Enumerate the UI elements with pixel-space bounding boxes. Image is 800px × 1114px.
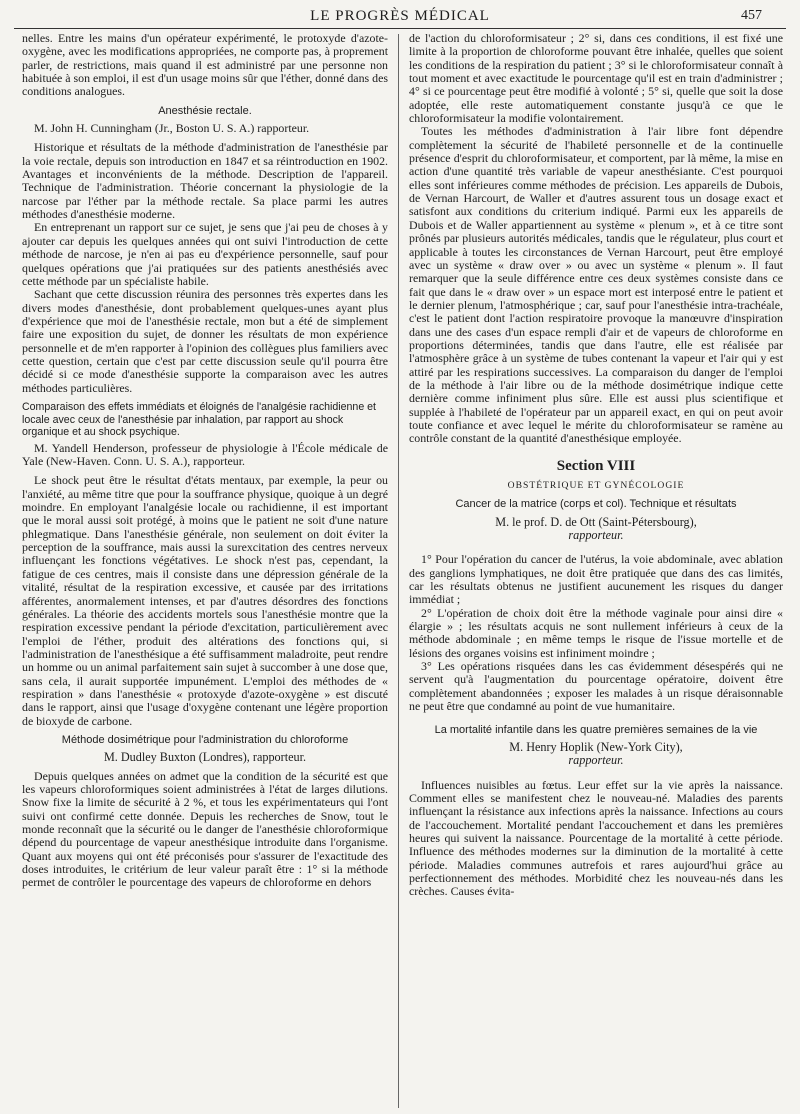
paragraph: Historique et résultats de la méthode d'administration de l'anesthésie par la voie rectale, depuis son introduction en 1847 et sa réintroduction en 1902. Avantages et inconvénients de la méthode. Description de l'appareil. Technique de l'administration. Théorie concernant la physiologie de la narcose par l'éther par la méthode rectale. Sa place parmi les autres méthodes d'anesthésie moderne. bbox=[22, 140, 388, 222]
paragraph: Depuis quelques années on admet que la condition de la sécurité est que les vapeurs chloroformiques soient administrées à l'état de larges dilutions. Snow fixe la limite de sécurité à 2 %, et tous les expérimentateurs qui l'ont suivi ont confirmé cette donnée. Depuis les recherches de Snow, tout le monde reconnaît que la sécurité ou le danger de l'anesthésie chloroformique dépend du pourcentage de vapeur anesthésique introduite dans l'organisme. Quant aux moyens qui ont été préconisés pour s'assurer de l'exactitude des doses introduites, le critérium de leur valeur paraît être : 1° si la méthode permet de contrôler le pourcentage des vapeurs de chloroforme en dehors bbox=[22, 768, 388, 890]
subsection-heading: Cancer de la matrice (corps et col). Technique et résultats bbox=[455, 498, 737, 511]
subsection-heading: Comparaison des effets immédiats et éloignés de l'analgésie rachidienne et locale avec ceux de l'anesthésie par inhalation, par rapport au shock organique et au shock psychique. bbox=[22, 400, 376, 439]
paragraph: En entreprenant un rapport sur ce sujet, je sens que j'ai peu de choses à y ajouter car depuis les quelques années qui ont suivi l'introduction de cette méthode de narcose, je n'en ai pas eu d'expérience personnelle, sauf pour quelques opérations que j'ai pratiquées sur des patients anesthésiés avec cette méthode par un spécialiste habile. bbox=[22, 220, 388, 288]
rapporteur-line: M. Yandell Henderson, professeur de physiologie à l'École médicale de Yale (New-Haven. Conn. U. S. A.), rapporteur. bbox=[22, 440, 388, 469]
subsection-heading: Méthode dosimétrique pour l'administration du chloroforme bbox=[61, 733, 349, 746]
column-divider bbox=[398, 34, 399, 1108]
paragraph: nelles. Entre les mains d'un opérateur expérimenté, le protoxyde d'azote-oxygène, avec les modifications appropriées, ne comporte pas, à proprement parler, de restrictions, mais quand il est administré par une personne non habituée à son emploi, il est d'un usage moins sûr que l'éther, donné dans des conditions analogues. bbox=[22, 32, 388, 99]
paragraph: 3° Les opérations risquées dans les cas évidemment désespérés qui ne servent qu'à l'augmentation du pourcentage opératoire, doivent être complètement abandonnées ; exposer les malades à un risque déraisonnable ne peut être que condamné au point de vue humanitaire. bbox=[409, 659, 783, 714]
left-column bbox=[22, 32, 388, 1108]
rapporteur-line: M. Dudley Buxton (Londres), rapporteur. bbox=[103, 750, 307, 765]
paragraph: Le shock peut être le résultat d'états mentaux, par exemple, la peur ou l'anxiété, au même titre que pour la souffrance physique, quoique à un degré moindre. En employant l'analgésie locale ou rachidienne, il est important que le moral aussi soit protégé, à moins que le patient ne soit d'une nature phlegmatique. Dans l'anesthésie générale, non seulement on doit éviter la perception de la souffrance, mais aussi la surexcitation des centres nerveux influençant les fonctions végétatives. Le shock n'est pas, cependant, la fatigue de ces centres, mais il consiste dans une dépression générale de la vitalité, résultat de la respiration excessive, et causée par des irritations afférentes, anormalement intenses, et par d'autres désordres des fonctions générales. La théorie des accidents mortels sous l'anesthésie montre que la respiration excessive pendant la période d'excitation, particulièrement avec l'emploi de l'éther, produit des altérations des fonctions qui, si l'administration de l'anesthésique a été suffisamment maladroite, peut rendre un homme ou un animal parfaitement sain sujet à succomber à une dose que, sans cela, il aurait supportée impunément. L'emploi des méthodes de « respiration » dans l'anesthésie « protoxyde d'azote-oxygène » est discuté dans le rapport, ainsi que l'usage d'oxygène contenant une légère proportion de bioxyde de carbone. bbox=[22, 473, 388, 728]
section-title: Section VIII bbox=[556, 457, 636, 474]
right-column bbox=[409, 32, 783, 1108]
paragraph: Sachant que cette discussion réunira des personnes très expertes dans les divers modes d'anesthésie, dont probablement quelques-unes ayant plus d'expérience que moi de l'anesthésie rectale, mon but a été de simplement faire une exposition du sujet, de donner les résultats de mon expérience personnelle et de m'en rapporter à l'opinion des collègues plus familiers avec cette question, certain que c'est par cette discussion seule qu'il pourra être décidé si ce mode d'anesthésie supporte la comparaison avec les autres méthodes particulières. bbox=[22, 287, 388, 395]
rapporteur-line: M. John H. Cunningham (Jr., Boston U. S. A.) rapporteur. bbox=[34, 121, 310, 136]
paragraph: Toutes les méthodes d'administration à l'air libre font dépendre complètement la sécurité de l'habileté personnelle et de la continuelle présence d'esprit du chloroformisateur, et comportent, par là même, la mise en action d'une quantité très variable de vapeur anesthésiante. C'est pourquoi elles sont inférieures comme méthodes de précision. Les appareils de Dubois, de Vernan Harcourt, de Waller et d'autres assurent tous un dosage exact et satisfont aux conditions du criterium indiqué. Parmi eux les appareils de Dubois et de Waller appartiennent au système « plenum », et à ce titre sont prônés par plusieurs autorités médicales, tandis que le régulateur, plus court et applicable à toutes les circonstances de Vernan Harcourt, peut être employé avec un système « draw over » ou avec un système « plenum ». Il faut remarquer que la seule différence entre ces deux systèmes consiste dans ce fait que dans le « draw over » un espace mort est interposé entre le patient et le dernier plenum, l'atmosphérique ; car, sauf pour l'anesthésie intra-trachéale, c'est le patient dont l'action respiratoire provoque la manœuvre d'inspiration dans une des cases d'un espace rempli d'air et de vapeurs de chloroforme en proportions déterminées, tandis que dans l'autre, elle est réalisée par l'atmosphère grâce à un système de tubes contenant la vapeur et l'air qui y est attiré par les respirations successives. La comparaison du danger de l'emploi de la méthode à l'air libre ou de la méthode dosimétrique indique cette dernière comme infiniment plus sûre. Elle est aussi plus scientifique et supplée à l'habileté de l'opérateur par un appareil exact, en qui on peut avoir toute confiance et avec lequel le mérite du chloroformisateur se ramène au contrôle constant de la quantité d'anesthésique employée. bbox=[409, 124, 783, 446]
paragraph: Influences nuisibles au fœtus. Leur effet sur la vie après la naissance. Comment elles se manifestent chez le nouveau-né. Maladies des parents influençant la résistance aux infections après la naissance. Infections au cours de l'accouchement. Mortalité pendant l'accouchement et dans les premières heures qui suivent la naissance. Pourcentage de la mortalité à cette période. Influence des méthodes modernes sur la diminution de la mortalité à cette période. Maladies communes autrefois et rares aujourd'hui grâce au perfectionnement des méthodes. Morbidité chez les nouveau-nés dans les crèches. Causes évita- bbox=[409, 777, 783, 899]
subsection-heading: La mortalité infantile dans les quatre premières semaines de la vie bbox=[434, 723, 758, 736]
rapporteur-role: rapporteur. bbox=[568, 753, 624, 768]
subsection-heading: Anesthésie rectale. bbox=[158, 104, 252, 117]
running-header bbox=[0, 6, 800, 28]
paragraph: 1° Pour l'opération du cancer de l'utérus, la voie abdominale, avec ablation des ganglions lymphatiques, ne doit être pratiquée que dans des cas limités, car les résultats obtenus ne justifient aucunement les risques du danger immédiat ; bbox=[409, 552, 783, 607]
rapporteur-line: M. le prof. D. de Ott (Saint-Pétersbourg), bbox=[495, 514, 697, 529]
page-number: 457 bbox=[741, 8, 762, 23]
section-subtitle: OBSTÉTRIQUE ET GYNÉCOLOGIE bbox=[507, 480, 685, 491]
header-rule bbox=[14, 28, 786, 29]
rapporteur-role: rapporteur. bbox=[568, 528, 624, 543]
journal-title: LE PROGRÈS MÉDICAL bbox=[310, 8, 490, 24]
rapporteur-line: M. Henry Hoplik (New-York City), bbox=[509, 739, 683, 754]
paragraph: de l'action du chloroformisateur ; 2° si, dans ces conditions, il est fixé une limite à la proportion de chloroforme pouvant être inhalée, quelles que soient les conditions de la respiration du patient ; 3° si le chloroformisateur connaît à tout moment et avec exactitude le pourcentage qu'il est en train d'administrer ; 4° si ce pourcentage peut être modifié à volonté ; 5° si, quelle que soit la dose adoptée, elle reste automatiquement constante jusqu'à ce que le chloroformisateur la modifie volontairement. bbox=[409, 32, 783, 126]
paragraph: 2° L'opération de choix doit être la méthode vaginale pour ainsi dire « élargie » ; les résultats acquis ne sont nullement inférieurs à ceux de la méthode abdominale ; en même temps le risque de l'issue mortelle et de lésions des organes voisins est infiniment moindre ; bbox=[409, 605, 783, 660]
